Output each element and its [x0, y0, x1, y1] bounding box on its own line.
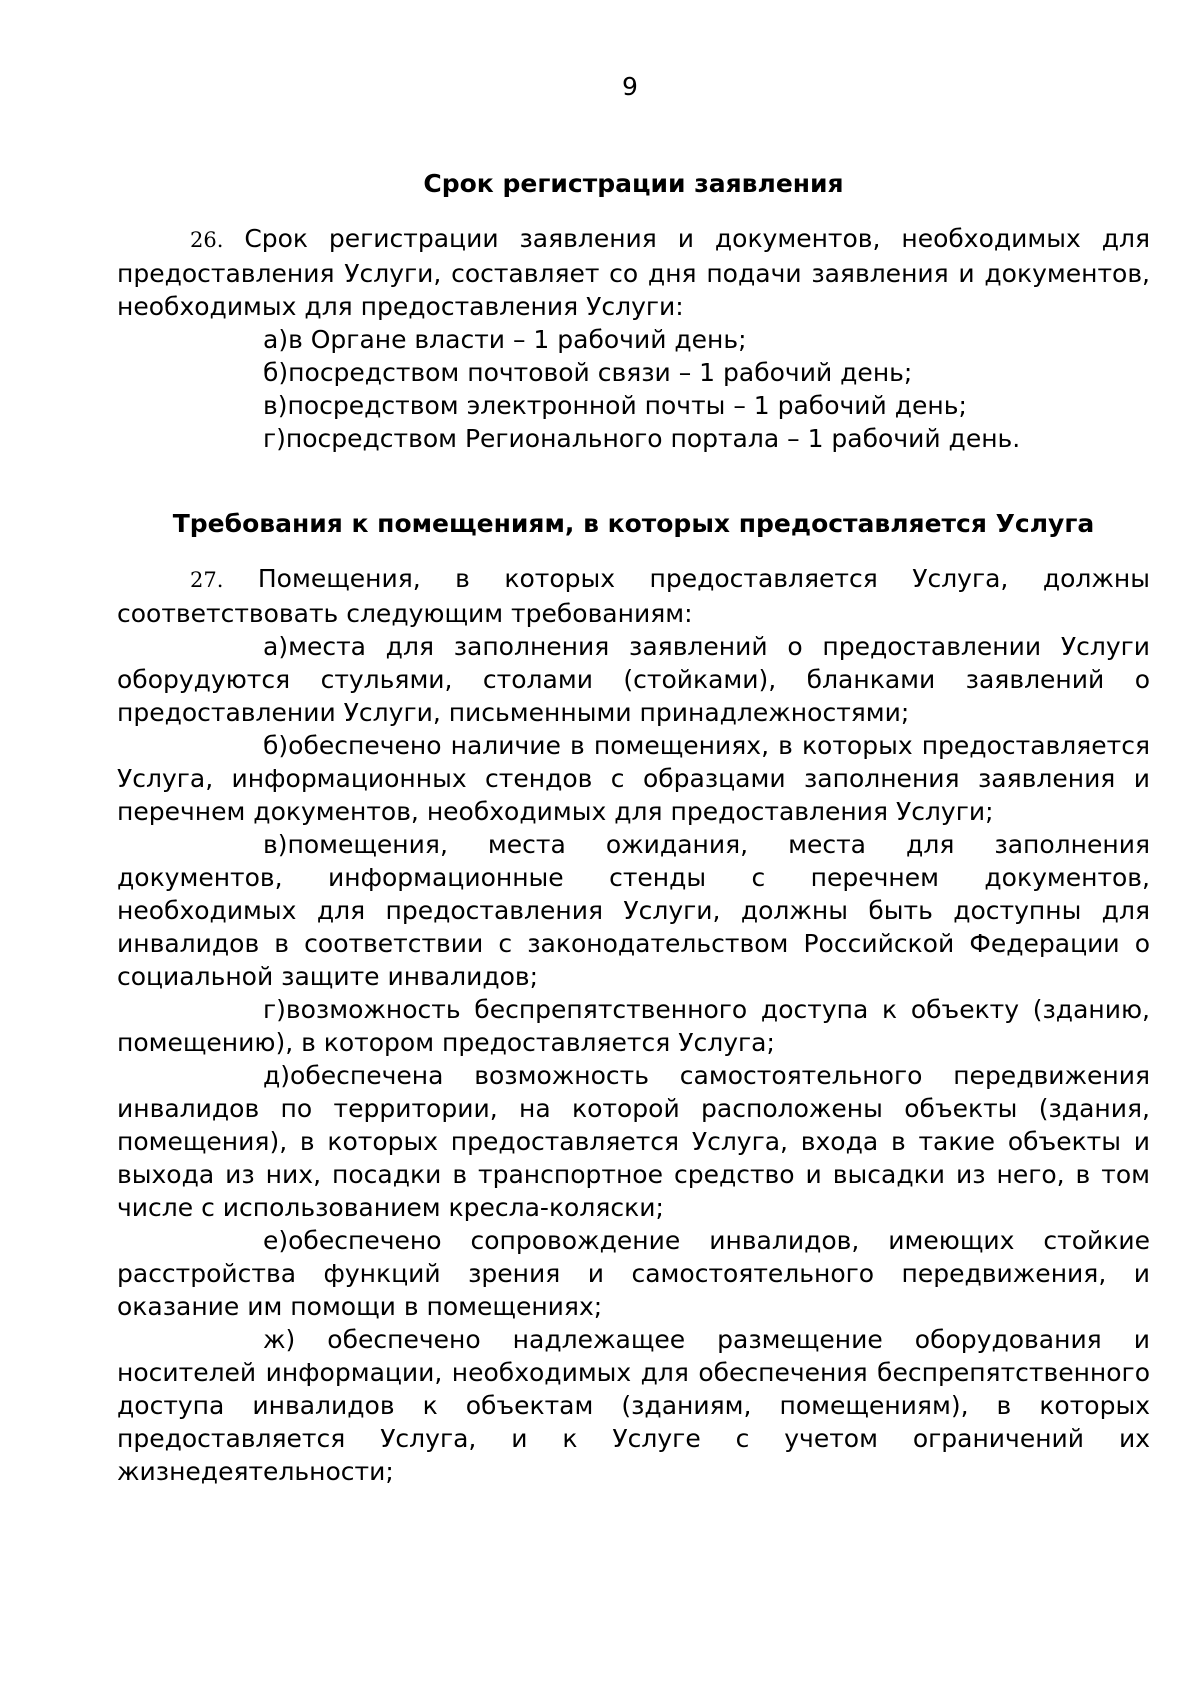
- list-item: [117, 729, 1150, 828]
- list-item: [117, 389, 1150, 422]
- list-item-text: посредством почтовой связи – 1 рабочий день;: [288, 358, 913, 387]
- list-marker: д): [263, 1061, 291, 1090]
- paragraph-text: Срок регистрации заявления и документов, необходимых для предоставления Услуги, составляет со дня подачи заявления и документов, необходимых для предоставления Услуги:: [117, 224, 1151, 321]
- list-item-text: посредством электронной почты – 1 рабочий день;: [287, 391, 967, 420]
- list-item-text: обеспечено наличие в помещениях, в которых предоставляется Услуга, информационных стендов с образцами заполнения заявления и перечнем документов, необходимых для предоставления Услуги;: [117, 731, 1150, 826]
- list-item: [117, 630, 1150, 729]
- paragraph-text: Помещения, в которых предоставляется Услуга, должны соответствовать следующим требованиям:: [117, 564, 1150, 628]
- page-number: 9: [622, 72, 638, 101]
- list-item: [117, 1323, 1150, 1488]
- list-item-text: посредством Регионального портала – 1 рабочий день.: [285, 424, 1021, 453]
- list-marker: г): [263, 995, 286, 1024]
- list-item: [117, 1224, 1150, 1323]
- list-marker: в): [263, 830, 288, 859]
- list-item: [117, 356, 1150, 389]
- list-marker: ж): [263, 1325, 296, 1354]
- list-marker: е): [263, 1226, 289, 1255]
- list-item: [117, 1059, 1150, 1224]
- paragraph-26: [117, 222, 1150, 323]
- paragraph-number: 27.: [190, 568, 224, 592]
- list-item: [117, 422, 1150, 455]
- list-marker: а): [263, 325, 289, 354]
- list-marker: в): [263, 391, 288, 420]
- list-item: [117, 828, 1150, 993]
- section-premises-requirements: [117, 507, 1150, 1488]
- list-item: [117, 323, 1150, 356]
- list-marker: а): [263, 632, 289, 661]
- list-item-text: обеспечена возможность самостоятельного передвижения инвалидов по территории, на которой расположены объекты (здания, помещения), в которых предоставляется Услуга, входа в такие объекты и выхода из них, посадки в транспортное средство и высадки из него, в том числе с использованием кресла-коляски;: [117, 1061, 1150, 1222]
- list-marker: б): [263, 358, 289, 387]
- list-item-text: возможность беспрепятственного доступа к объекту (зданию, помещению), в котором предоставляется Услуга;: [117, 995, 1150, 1057]
- list-item-text: помещения, места ожидания, места для заполнения документов, информационные стенды с перечнем документов, необходимых для предоставления Услуги, должны быть доступны для инвалидов в соответствии с законодательством Российской Федерации о социальной защите инвалидов;: [117, 830, 1150, 991]
- list-item: [117, 993, 1150, 1059]
- section-heading: Требования к помещениям, в которых предоставляется Услуга: [172, 509, 1095, 538]
- list-item-text: места для заполнения заявлений о предоставлении Услуги оборудуются стульями, столами (стойками), бланками заявлений о предоставлении Услуги, письменными принадлежностями;: [117, 632, 1150, 727]
- list-item-text: обеспечено сопровождение инвалидов, имеющих стойкие расстройства функций зрения и самостоятельного передвижения, и оказание им помощи в помещениях;: [117, 1226, 1150, 1321]
- list-item-text: в Органе власти – 1 рабочий день;: [288, 325, 747, 354]
- paragraph-number: 26.: [190, 228, 224, 252]
- section-registration-term: [117, 167, 1150, 455]
- section-heading: Срок регистрации заявления: [423, 169, 844, 198]
- paragraph-27: [117, 562, 1150, 630]
- list-item-text: обеспечено надлежащее размещение оборудования и носителей информации, необходимых для обеспечения беспрепятственного доступа инвалидов к объектам (зданиям, помещениям), в которых предоставляется Услуга, и к Услуге с учетом ограничений их жизнедеятельности;: [117, 1325, 1150, 1486]
- list-marker: б): [263, 731, 289, 760]
- list-marker: г): [263, 424, 286, 453]
